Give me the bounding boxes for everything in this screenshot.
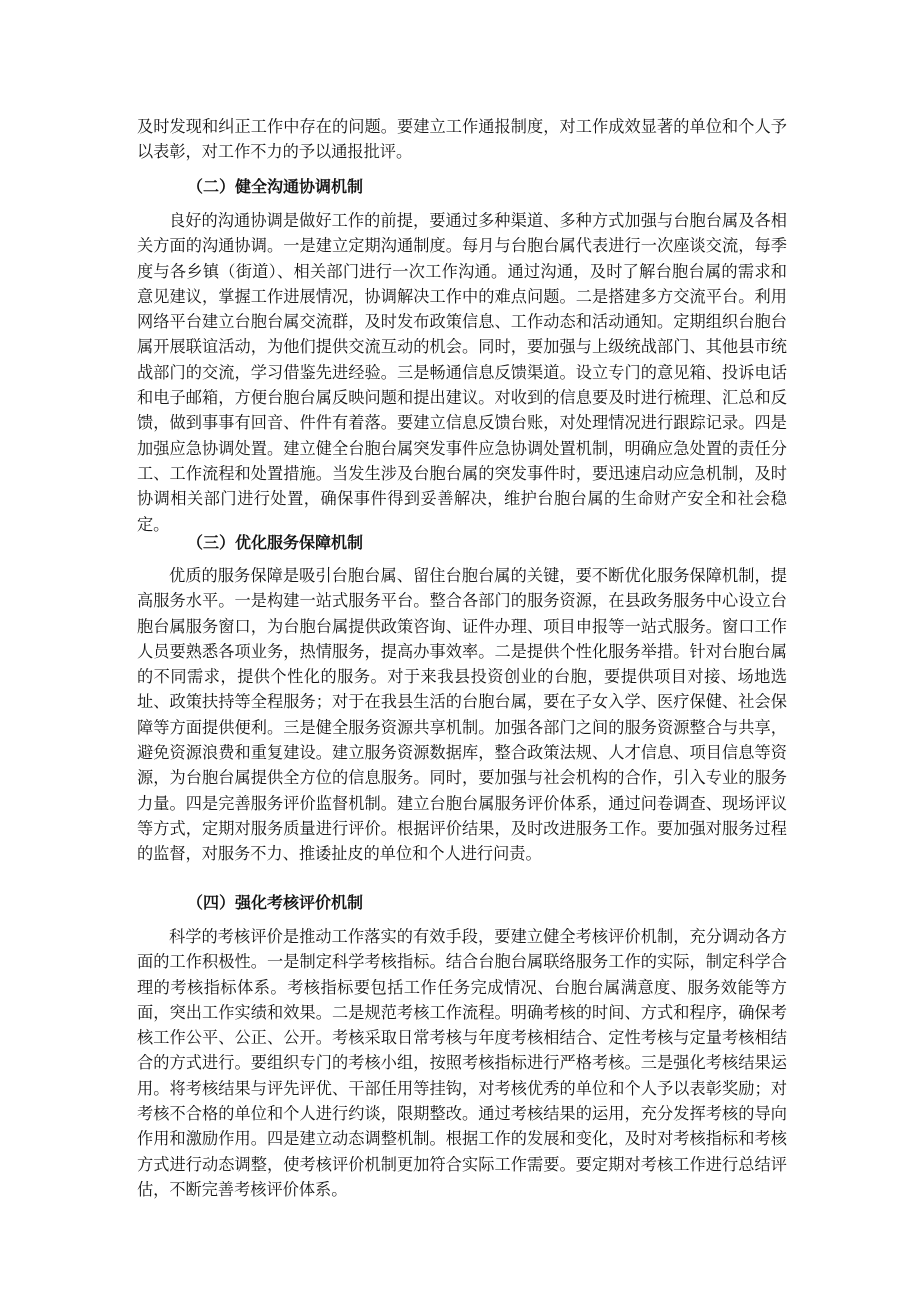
section-heading-service: （三）优化服务保障机制 — [187, 533, 364, 552]
section-body-service: 优质的服务保障是吸引台胞台属、留住台胞台属的关键，要不断优化服务保障机制，提高服务水平。一是构建一站式服务平台。整合各部门的服务资源，在县政务服务中心设立台胞台属服务窗口，为台胞台属提供政策咨询、证件办理、项目申报等一站式服务。窗口工作人员要熟悉各项业务，热情服务，提高办事效率。二是提供个性化服务举措。针对台胞台属的不同需求，提供个性化的服务。对于来我县投资创业的台胞，要提供项目对接、场地选址、政策扶持等全程服务；对于在我县生活的台胞台属，要在子女入学、医疗保健、社会保障等方面提供便利。三是健全服务资源共享机制。加强各部门之间的服务资源整合与共享，避免资源浪费和重复建设。建立服务资源数据库，整合政策法规、人才信息、项目信息等资源，为台胞台属提供全方位的信息服务。同时，要加强与社会机构的合作，引入专业的服务力量。四是完善服务评价监督机制。建立台胞台属服务评价体系，通过问卷调查、现场评议等方式，定期对服务质量进行评价。根据评价结果，及时改进服务工作。要加强对服务过程的监督，对服务不力、推诿扯皮的单位和个人进行问责。 — [137, 566, 787, 864]
section-heading-evaluation: （四）强化考核评价机制 — [187, 893, 364, 912]
section-body-evaluation: 科学的考核评价是推动工作落实的有效手段，要建立健全考核评价机制，充分调动各方面的工作积极性。一是制定科学考核指标。结合台胞台属联络服务工作的实际，制定科学合理的考核指标体系。考核指标要包括工作任务完成情况、台胞台属满意度、服务效能等方面，突出工作实绩和效果。二是规范考核工作流程。明确考核的时间、方式和程序，确保考核工作公平、公正、公开。考核采取日常考核与年度考核相结合、定性考核与定量考核相结合的方式进行。要组织专门的考核小组，按照考核指标进行严格考核。三是强化考核结果运用。将考核结果与评先评优、干部任用等挂钩，对考核优秀的单位和个人予以表彰奖励；对考核不合格的单位和个人进行约谈，限期整改。通过考核结果的运用，充分发挥考核的导向作用和激励作用。四是建立动态调整机制。根据工作的发展和变化，及时对考核指标和考核方式进行动态调整，使考核评价机制更加符合实际工作需要。要定期对考核工作进行总结评估，不断完善考核评价体系。 — [137, 927, 787, 1199]
section-heading-communication: （二）健全沟通协调机制 — [187, 177, 364, 196]
section-body-communication: 良好的沟通协调是做好工作的前提，要通过多种渠道、多种方式加强与台胞台属及各相关方面的沟通协调。一是建立定期沟通制度。每月与台胞台属代表进行一次座谈交流，每季度与各乡镇（街道）、相关部门进行一次工作沟通。通过沟通，及时了解台胞台属的需求和意见建议，掌握工作进展情况，协调解决工作中的难点问题。二是搭建多方交流平台。利用网络平台建立台胞台属交流群，及时发布政策信息、工作动态和活动通知。定期组织台胞台属开展联谊活动，为他们提供交流互动的机会。同时，要加强与上级统战部门、其他县市统战部门的交流，学习借鉴先进经验。三是畅通信息反馈渠道。设立专门的意见箱、投诉电话和电子邮箱，方便台胞台属反映问题和提出建议。对收到的信息要及时进行梳理、汇总和反馈，做到事事有回音、件件有着落。要建立信息反馈台账，对处理情况进行跟踪记录。四是加强应急协调处置。建立健全台胞台属突发事件应急协调处置机制，明确应急处置的责任分工、工作流程和处置措施。当发生涉及台胞台属的突发事件时，要迅速启动应急机制，及时协调相关部门进行处置，确保事件得到妥善解决，维护台胞台属的生命财产安全和社会稳定。 — [137, 211, 787, 534]
intro-paragraph: 及时发现和纠正工作中存在的问题。要建立工作通报制度，对工作成效显著的单位和个人予以表彰，对工作不力的予以通报批评。 — [137, 117, 787, 162]
